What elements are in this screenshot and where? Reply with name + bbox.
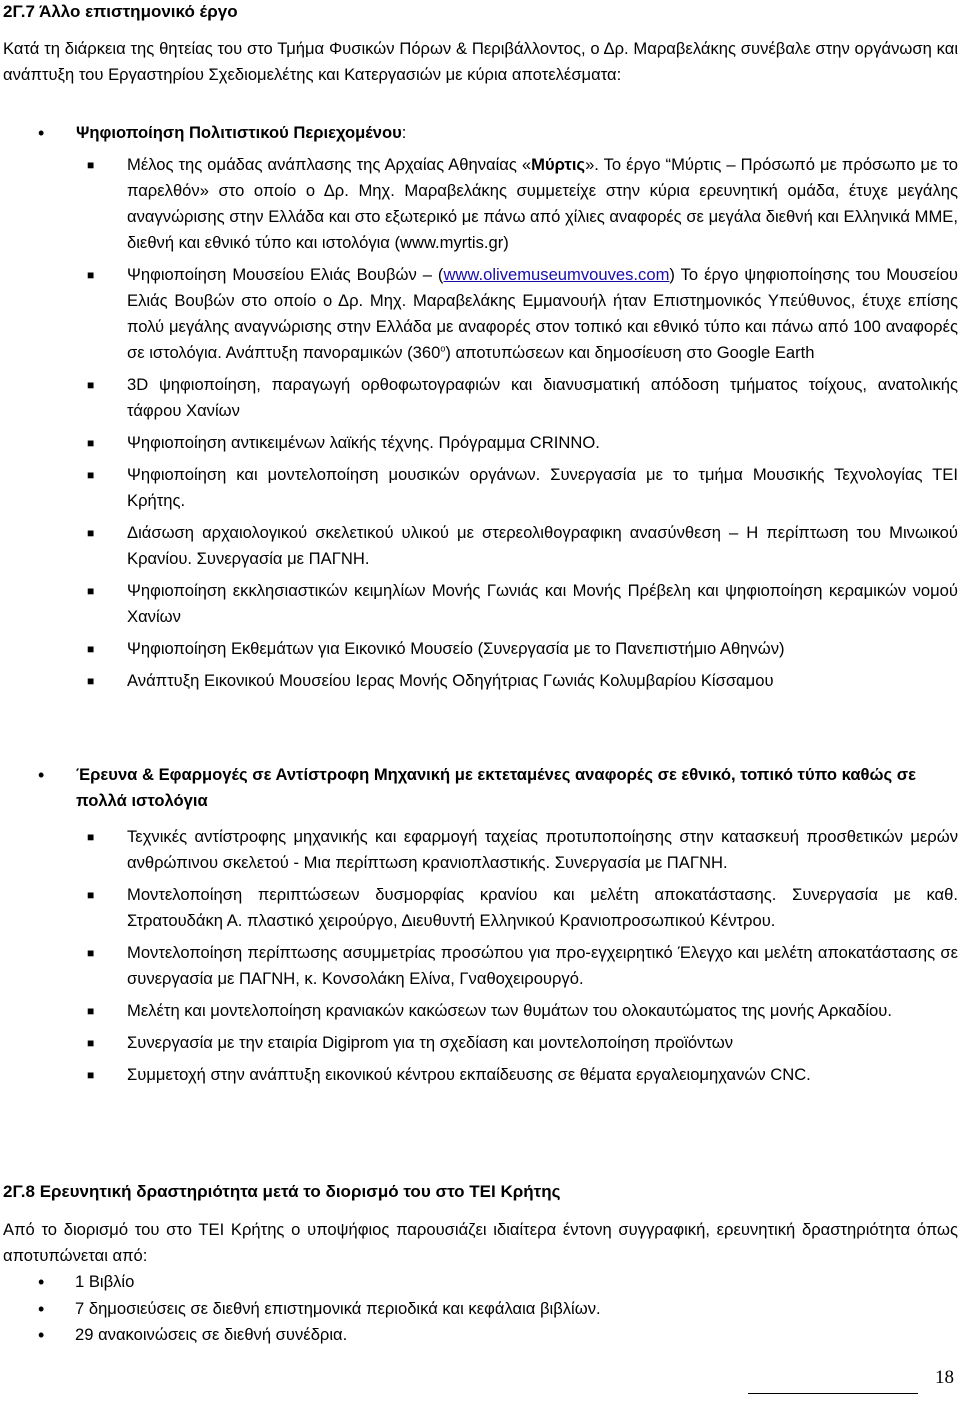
square-bullet-icon: ■ (87, 830, 95, 844)
bullet-icon: • (38, 123, 45, 143)
list-item: • 7 δημοσιεύσεις σε διεθνή επιστημονικά περιοδικά και κεφάλαια βιβλίων. (38, 1296, 958, 1323)
bullet-icon: • (38, 1272, 45, 1292)
group-heading: • Ψηφιοποίηση Πολιτιστικού Περιεχομένου: (38, 120, 958, 146)
square-bullet-icon: ■ (87, 268, 95, 282)
list-item: ■ Διάσωση αρχαιολογικού σκελετικού υλικού με στερεολιθογραφικη ανασύνθεση – Η περίπτωση του Μινωικού Κρανίου. Συνεργασία με ΠΑΓΝΗ. (87, 520, 958, 572)
square-bullet-icon: ■ (87, 584, 95, 598)
list-item: ■ Ψηφιοποίηση Μουσείου Ελιάς Βουβών – (www.olivemuseumvouves.com) Το έργο ψηφιοποίησης του Μουσείου Ελιάς Βουβών στο οποίο ο Δρ. Μηχ. Μαραβελάκης Εμμανουήλ ήταν Επιστημονικός Υπεύθυνος, έτυχε επίσης πολύ μεγάλης αναγνώρισης στην Ελλάδα με αναφορές στον τοπικό και εθνικό τύπο και πάνω από 100 αναφορές σε ιστολόγια. Ανάπτυξη πανοραμικών $(360^o)$ αποτυπώσεων και δημοσίευση στο Google Earth (87, 262, 958, 366)
list-item: ■ Μέλος της ομάδας ανάπλασης της Αρχαίας Αθηναίας «Μύρτις». Το έργο “Μύρτις – Πρόσωπό με πρόσωπο με το παρελθόν» στο οποίο ο Δρ. Μηχ. Μαραβελάκης συμμετείχε στην κύρια ερευνητική ομάδα, έτυχε μεγάλης αναγνώρισης στην Ελλάδα και στο εξωτερικό με πάνω από χίλιες αναφορές σε μεγάλα διεθνή και Ελληνικά ΜΜΕ, διεθνή και εθνικό τύπο και ιστολόγια (www.myrtis.gr) (87, 152, 958, 256)
bullet-list (87, 824, 958, 1094)
list-item: ■ Τεχνικές αντίστροφης μηχανικής και εφαρμογή ταχείας προτυποποίησης στην κατασκευή προσθετικών μερών ανθρώπινου σκελετού - Μια περίπτωση κρανιοπλαστικής. Συνεργασία με ΠΑΓΝΗ. (87, 824, 958, 876)
list-item: ■ Συμμετοχή στην ανάπτυξη εικονικού κέντρου εκπαίδευσης σε θέματα εργαλειομηχανών CNC. (87, 1062, 958, 1088)
list-item: ■ Ψηφιοποίηση και μοντελοποίηση μουσικών οργάνων. Συνεργασία με το τμήμα Μουσικής Τεχνολογίας ΤΕΙ Κρήτης. (87, 462, 958, 514)
square-bullet-icon: ■ (87, 436, 95, 450)
list-item: ■ Ψηφιοποίηση αντικειμένων λαϊκής τέχνης. Πρόγραμμα CRINNO. (87, 430, 958, 456)
square-bullet-icon: ■ (87, 1068, 95, 1082)
footer-rule (748, 1393, 918, 1394)
section-intro: Κατά τη διάρκεια της θητείας του στο Τμήμα Φυσικών Πόρων & Περιβάλλοντος, ο Δρ. Μαραβελάκης συνέβαλε στην οργάνωση και ανάπτυξη του Εργαστηρίου Σχεδιομελέτης και Κατεργασιών με κύρια αποτελέσματα: (3, 39, 958, 84)
square-bullet-icon: ■ (87, 642, 95, 656)
bullet-icon: • (38, 1325, 45, 1345)
list-item: ■ Μοντελοποίηση περιπτώσεων δυσμορφίας κρανίου και μελέτη αποκατάστασης. Συνεργασία με καθ. Στρατουδάκη Α. πλαστικό χειρούργο, Διευθυντή Ελληνικού Κρανιοπροσωπικού Κέντρου. (87, 882, 958, 934)
square-bullet-icon: ■ (87, 526, 95, 540)
section-heading: 2Γ.8 Ερευνητική δραστηριότητα μετά το διορισμό του στο ΤΕΙ Κρήτης (3, 1182, 561, 1201)
square-bullet-icon: ■ (87, 674, 95, 688)
section-heading: 2Γ.7 Άλλο επιστημονικό έργο (3, 2, 238, 21)
section-intro: Από το διορισμό του στο ΤΕΙ Κρήτης ο υποψήφιος παρουσιάζει ιδιαίτερα έντονη συγγραφική, ερευνητική δραστηριότητα όπως αποτυπώνεται από: (3, 1220, 958, 1265)
group-heading (38, 762, 958, 814)
square-bullet-icon: ■ (87, 888, 95, 902)
group-title: Ψηφιοποίηση Πολιτιστικού Περιεχομένου (76, 123, 402, 142)
list-item: • 1 Βιβλίο (38, 1269, 958, 1296)
list-item: ■ Ψηφιοποίηση εκκλησιαστικών κειμηλίων Μονής Γωνιάς και Μονής Πρέβελη και ψηφιοποίηση κεραμικών νομού Χανίων (87, 578, 958, 630)
square-bullet-icon: ■ (87, 1004, 95, 1018)
square-bullet-icon: ■ (87, 158, 95, 172)
summary-list (38, 1269, 958, 1349)
bullet-icon: • (38, 1298, 45, 1319)
square-bullet-icon: ■ (87, 378, 95, 392)
square-bullet-icon: ■ (87, 946, 95, 960)
list-item: ■ Μοντελοποίηση περίπτωσης ασυμμετρίας προσώπου για προ-εγχειρητικό Έλεγχο και μελέτη αποκατάστασης σε συνεργασία με ΠΑΓΝΗ, κ. Κονσολάκη Ελίνα, Γναθοχειρουργό. (87, 940, 958, 992)
bullet-icon: • (38, 765, 45, 785)
bullet-list (87, 152, 958, 700)
list-item: • 29 ανακοινώσεις σε διεθνή συνέδρια. (38, 1322, 958, 1349)
square-bullet-icon: ■ (87, 468, 95, 482)
list-item: ■ Ανάπτυξη Εικονικού Μουσείου Ιερας Μονής Οδηγήτριας Γωνιάς Κολυμβαρίου Κίσσαμου (87, 668, 958, 694)
website-link[interactable]: www.olivemuseumvouves.com (443, 265, 670, 284)
group-title: Έρευνα & Εφαρμογές σε Αντίστροφη Μηχανική με εκτεταμένες αναφορές σε εθνικό, τοπικό τύπο καθώς σε πολλά ιστολόγια (76, 765, 916, 810)
list-item: ■ Μελέτη και μοντελοποίηση κρανιακών κακώσεων των θυμάτων του ολοκαυτώματος της μονής Αρκαδίου. (87, 998, 958, 1024)
list-item: ■ Συνεργασία με την εταιρία Digiprom για τη σχεδίαση και μοντελοποίηση προϊόντων (87, 1030, 958, 1056)
square-bullet-icon: ■ (87, 1036, 95, 1050)
list-item: ■ Ψηφιοποίηση Εκθεμάτων για Εικονικό Μουσείο (Συνεργασία με το Πανεπιστήμιο Αθηνών) (87, 636, 958, 662)
list-item: ■ 3D ψηφιοποίηση, παραγωγή ορθοφωτογραφιών και διανυσματική απόδοση τμήματος τοίχους, ανατολικής τάφρου Χανίων (87, 372, 958, 424)
page-number: 18 (935, 1367, 954, 1388)
